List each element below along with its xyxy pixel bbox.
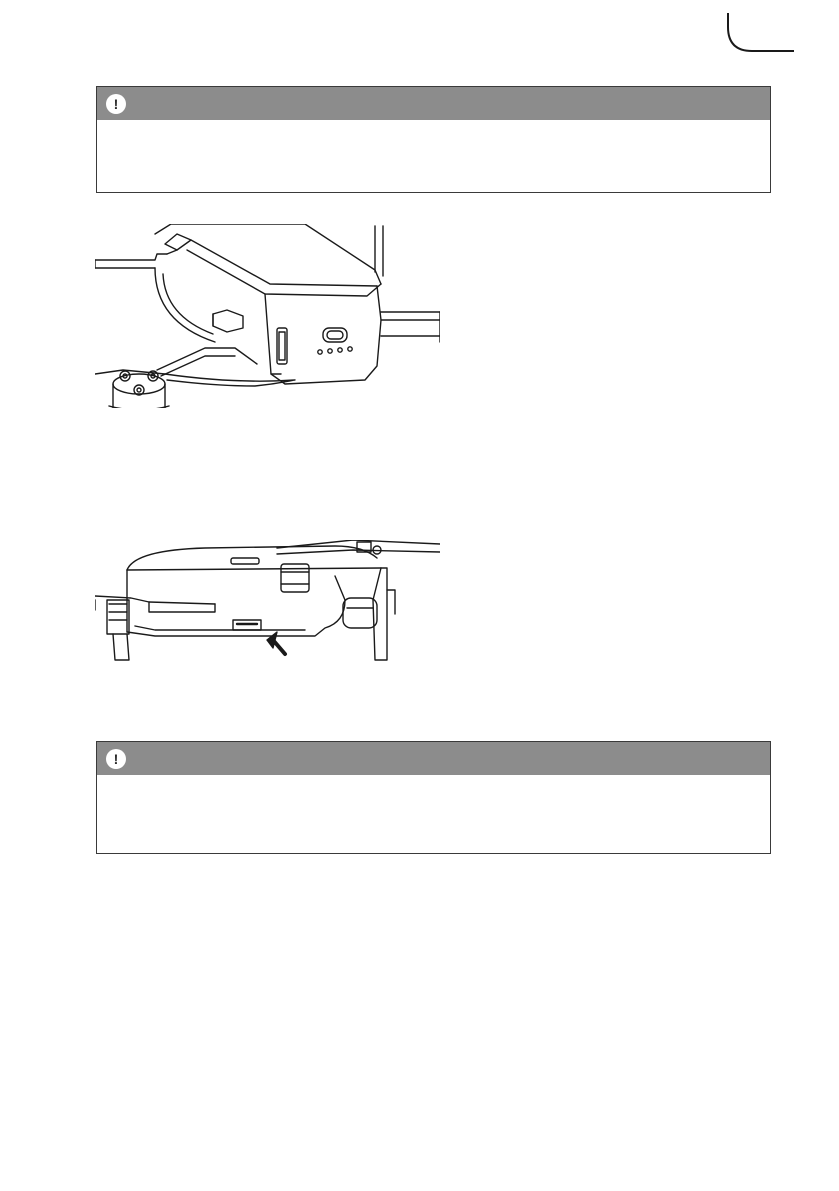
drone-battery-illustration xyxy=(95,224,440,408)
caution-notice-header xyxy=(97,87,770,120)
page-tab-corner-icon xyxy=(727,13,794,53)
caution-notice-body xyxy=(97,775,770,853)
warning-exclamation-icon: ! xyxy=(106,749,126,769)
warning-exclamation-icon: ! xyxy=(106,94,126,114)
caution-notice-header xyxy=(97,742,770,775)
caution-notice-1 xyxy=(96,86,771,193)
caution-notice-2 xyxy=(96,741,771,854)
drone-sd-card-slot-illustration xyxy=(95,540,440,664)
caution-notice-body xyxy=(97,120,770,192)
